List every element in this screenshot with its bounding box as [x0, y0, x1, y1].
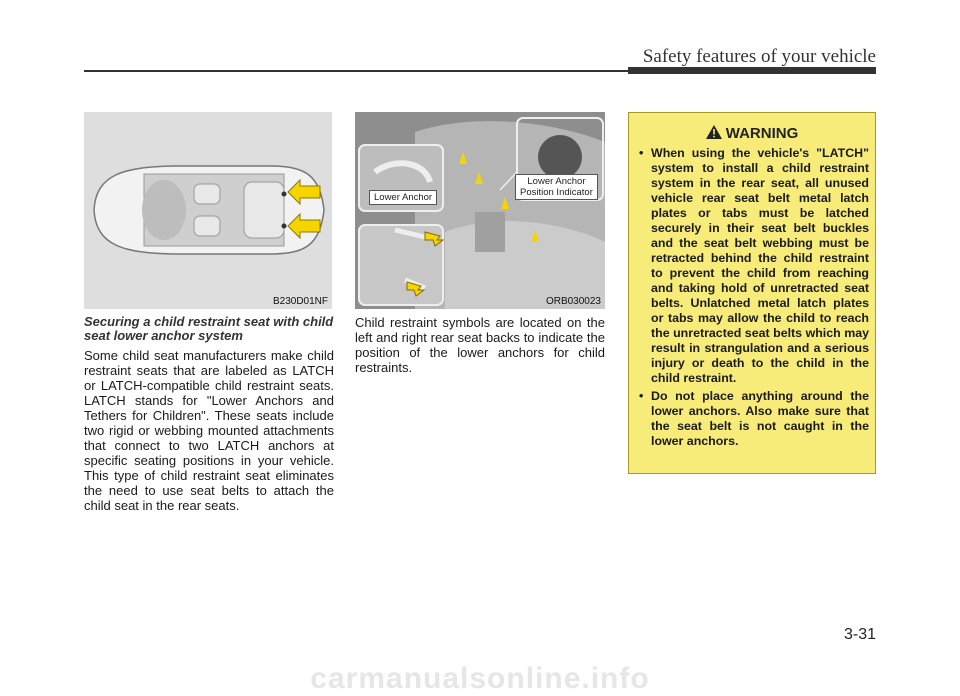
warning-list [637, 146, 869, 452]
rear-seat-illustration [355, 112, 605, 309]
watermark: carmanualsonline.info [310, 662, 650, 695]
warning-title: WARNING [725, 125, 799, 142]
figure-code: ORB030023 [545, 296, 601, 307]
warning-item: • Do not place anything around the lower anchors. Also make sure that the seat belt is not caught in the lower anchors. [637, 389, 869, 449]
lower-anchor-label: Lower Anchor [369, 190, 437, 205]
warning-item: • When using the vehicle's "LATCH" system to install a child restraint system in the rear seat, all unused vehicle rear seat belt metal latch plates or tabs must be latched securely in their seat belt buckles and the seat belt webbing must be retracted behind the child restraint to prevent the child from reaching and taking hold of unretracted seat belts. Unlatched metal latch plates or tabs may allow the child to reach the unretracted seat belts which may result in strangulation and a serious injury or death to the child in the child restraint. [637, 146, 869, 386]
page-number: 3-31 [843, 626, 876, 643]
warning-heading [629, 125, 875, 142]
section-heading: Securing a child restraint seat with child seat lower anchor system [84, 314, 334, 343]
car-top-view-figure [84, 112, 332, 309]
warning-box [628, 112, 876, 474]
rear-seat-figure [355, 112, 605, 309]
warning-triangle-icon [706, 125, 722, 139]
section-title: Safety features of your vehicle [642, 46, 876, 67]
body-text-left: Some child seat manufacturers make child restraint seats that are labeled as LATCH or LATCH-compatible child restraint seats. LATCH stands for "Lower Anchors and Tethers for Children". These seats include two rigid or webbing mounted attachments that connect to two LATCH anchors at specific seating positions in your vehicle. This type of child restraint seat eliminates the need to use seat belts to attach the child seat in the rear seats. [84, 348, 334, 513]
indicator-label: Lower Anchor Position Indicator [515, 174, 598, 200]
body-text-middle: Child restraint symbols are located on the left and right rear seat backs to indicate the position of the lower anchors for child restraints. [355, 315, 605, 375]
header-rule [84, 70, 628, 72]
figure-code: B230D01NF [272, 296, 328, 307]
car-illustration [84, 112, 332, 309]
header-bar [628, 67, 876, 74]
